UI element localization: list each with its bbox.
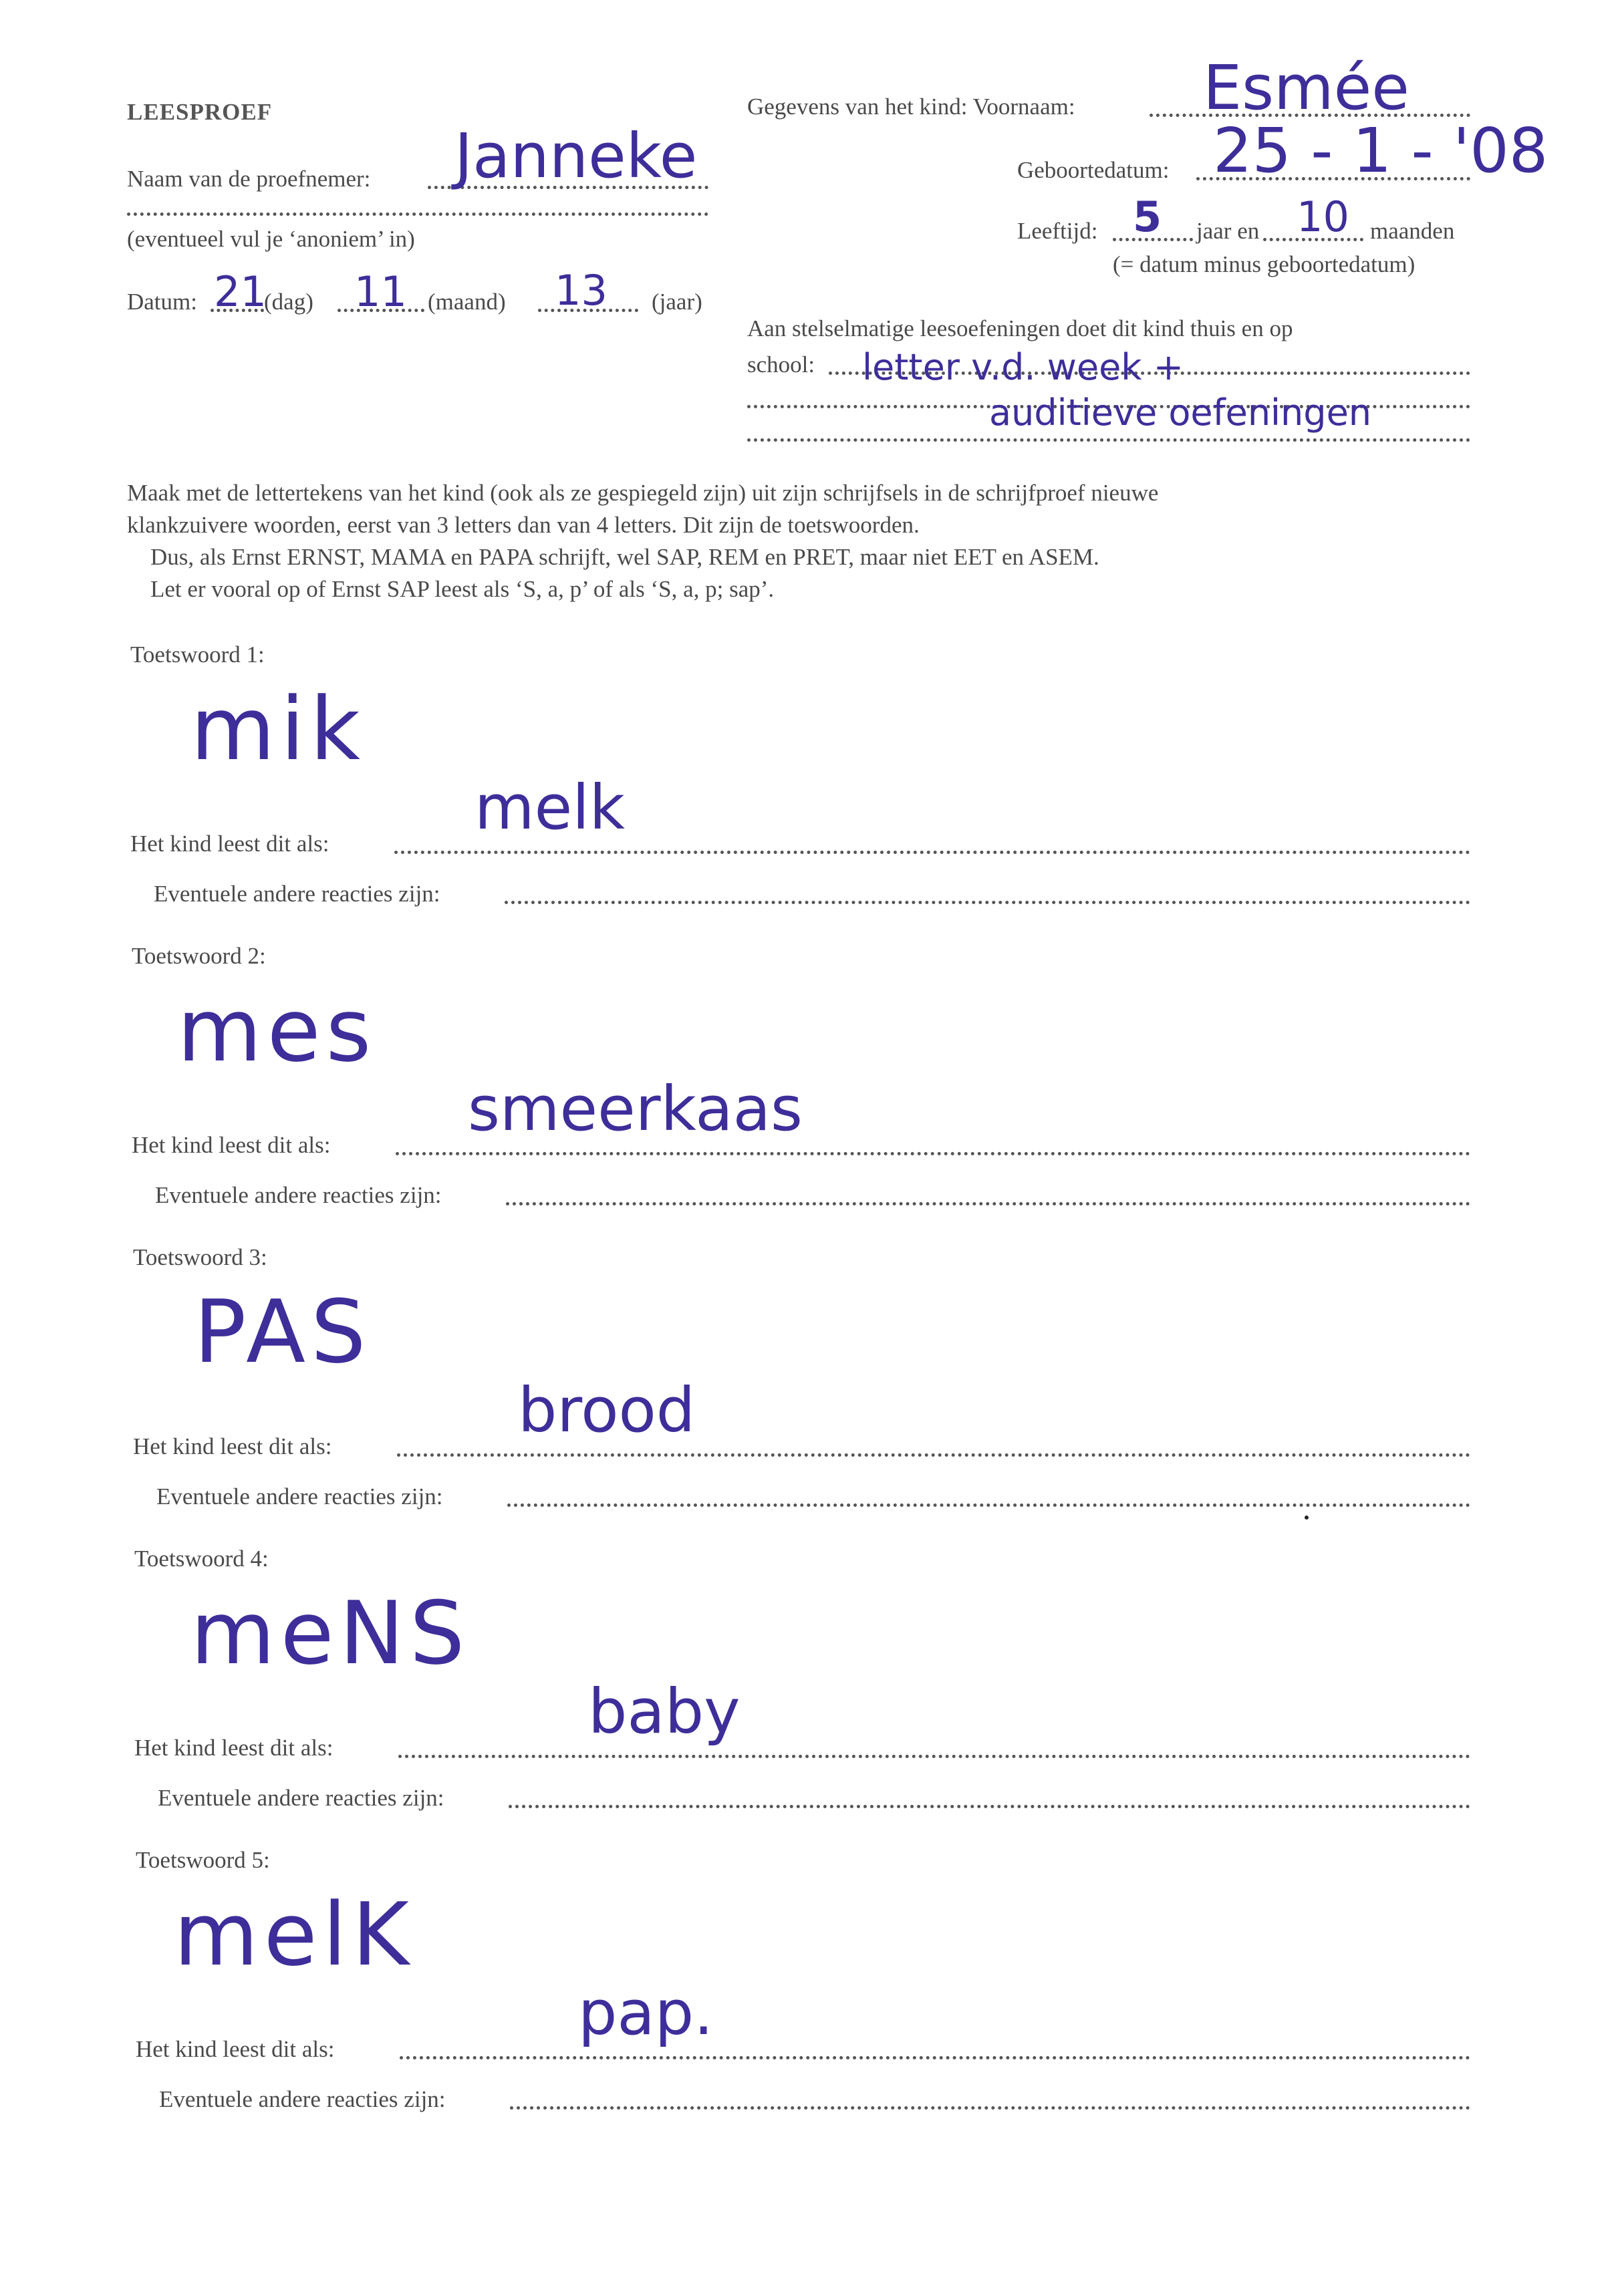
other-reactions-label: Eventuele andere reacties zijn: (158, 1785, 444, 1811)
reads-as-label: Het kind leest dit als: (130, 831, 329, 857)
child-name-label: Gegevens van het kind: Voornaam: (747, 94, 1075, 120)
reads-as-label: Het kind leest dit als: (133, 1433, 332, 1459)
test-word-label: Toetswoord 4: (134, 1546, 269, 1572)
reads-as-value[interactable]: smeerkaas (468, 1073, 803, 1145)
test-word-label: Toetswoord 3: (133, 1244, 267, 1270)
other-reactions-line[interactable] (509, 1805, 1470, 1808)
instruction-line-1: Maak met de lettertekens van het kind (ook als ze gespiegeld zijn) uit zijn schrijfsels in de schrijfproef nieuwe (127, 480, 1159, 506)
practice-label: Aan stelselmatige leesoefeningen doet dit kind thuis en op (747, 315, 1293, 341)
test-word-label: Toetswoord 1: (130, 641, 265, 668)
instruction-line-3: Dus, als Ernst ERNST, MAMA en PAPA schrijft, wel SAP, REM en PRET, maar niet EET en ASEM. (150, 544, 1099, 570)
practice-value-1[interactable]: letter v.d. week + (862, 346, 1184, 388)
reads-as-label: Het kind leest dit als: (134, 1735, 333, 1761)
birthdate-value[interactable]: 25 - 1 - '08 (1213, 115, 1549, 186)
practice-line-3 (747, 438, 1470, 442)
date-month-value[interactable]: 11 (354, 267, 407, 316)
test-word: meNS (190, 1582, 471, 1684)
reads-as-value[interactable]: pap. (578, 1977, 714, 2049)
reads-as-line (398, 1755, 1470, 1758)
age-years-value[interactable]: 5 (1133, 192, 1162, 241)
tester-value[interactable]: Janneke (454, 120, 698, 192)
practice-value-2[interactable]: auditieve oefeningen (989, 392, 1372, 434)
test-word: melK (174, 1884, 414, 1985)
tester-line-2 (127, 212, 708, 216)
test-word: mik (190, 678, 366, 780)
age-note: (= datum minus geboortedatum) (1113, 251, 1416, 277)
months-label: maanden (1370, 218, 1455, 244)
years-label: jaar en (1196, 218, 1260, 244)
reads-as-value[interactable]: baby (588, 1676, 741, 1747)
instruction-line-2: klankzuivere woorden, eerst van 3 letters dan van 4 letters. Dit zijn de toetswoorden. (127, 512, 920, 538)
stray-mark (1305, 1516, 1309, 1520)
anonymous-note: (eventueel vul je ‘anoniem’ in) (127, 226, 415, 252)
other-reactions-line[interactable] (506, 1202, 1470, 1205)
date-day-value[interactable]: 21 (214, 267, 267, 316)
other-reactions-label: Eventuele andere reacties zijn: (154, 881, 440, 907)
form-title: LEESPROEF (127, 99, 273, 125)
age-label: Leeftijd: (1017, 218, 1098, 244)
birthdate-label: Geboortedatum: (1017, 157, 1170, 183)
test-word-label: Toetswoord 2: (132, 943, 266, 969)
other-reactions-line[interactable] (510, 2106, 1470, 2110)
test-word: PAS (194, 1281, 372, 1383)
reads-as-line (394, 851, 1470, 854)
reads-as-label: Het kind leest dit als: (132, 1132, 331, 1158)
test-word-label: Toetswoord 5: (136, 1847, 270, 1873)
other-reactions-label: Eventuele andere reacties zijn: (155, 1182, 442, 1208)
date-year-value[interactable]: 13 (555, 266, 608, 315)
other-reactions-label: Eventuele andere reacties zijn: (156, 1483, 443, 1510)
reads-as-line (396, 1152, 1470, 1155)
child-name-value[interactable]: Esmée (1203, 52, 1410, 124)
practice-label-school: school: (747, 351, 815, 378)
instruction-line-4: Let er vooral op of Ernst SAP leest als ‘S, a, p’ of als ‘S, a, p; sap’. (150, 576, 775, 602)
year-label: (jaar) (652, 289, 702, 315)
other-reactions-label: Eventuele andere reacties zijn: (159, 2086, 446, 2112)
test-word: mes (177, 980, 377, 1081)
day-label: (dag) (264, 289, 313, 315)
month-label: (maand) (428, 289, 506, 315)
other-reactions-line[interactable] (507, 1503, 1470, 1507)
reads-as-line (397, 1453, 1470, 1457)
reads-as-value[interactable]: brood (518, 1375, 696, 1446)
age-months-value[interactable]: 10 (1297, 192, 1349, 241)
reads-as-value[interactable]: melk (475, 772, 626, 843)
other-reactions-line[interactable] (505, 901, 1470, 904)
date-label: Datum: (127, 289, 197, 315)
reads-as-line (400, 2056, 1470, 2059)
tester-label: Naam van de proefnemer: (127, 166, 371, 192)
reads-as-label: Het kind leest dit als: (136, 2036, 335, 2062)
